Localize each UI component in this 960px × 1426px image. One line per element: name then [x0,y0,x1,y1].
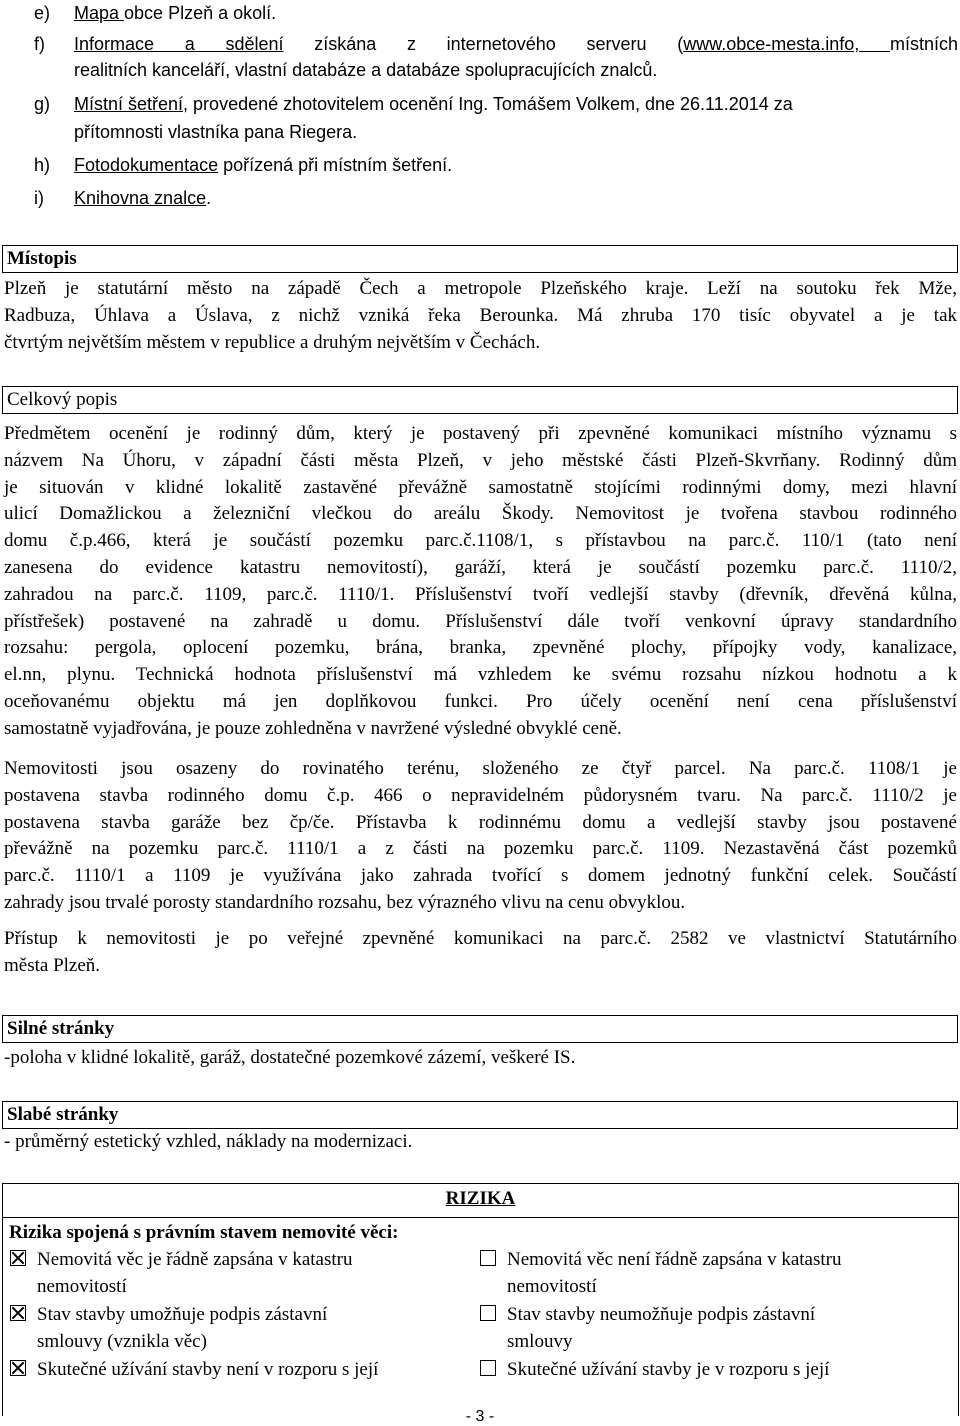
celkovy-popis-paragraph-2: Nemovitosti jsou osazeny do rovinatého terénu, složeného ze čtyř parcel. Na parc.č. 1108/1 je postavena stavba rodinného domu č.p. 466 o nepravidelném půdorysném tvaru. Na parc.č. 1110/2 je postavena stavba garáže bez čp/če. Přístavba k rodinnému domu a vedlejší stavby jsou postavené převážně na pozemku parc.č. 1110/1 a z části na pozemku parc.č. 1109. Nezastavěná část pozemků parc.č. 1110/1 a 1109 je využívána jako zahrada tvořící s domem jednotný funkční celek. Součástí zahrady jsou trvalé porosty standardního rozsahu, bez výrazného vlivu na cenu obvyklou. [4,758,957,913]
checkbox-checked[interactable] [10,1360,26,1376]
rizika-subtitle: Rizika spojená s právním stavem nemovité věci: [9,1222,399,1243]
section-heading-mistopis: Místopis [2,245,958,273]
page-number: - 3 - [465,1408,495,1425]
checkbox-unchecked[interactable] [480,1250,496,1266]
checkbox-unchecked[interactable] [480,1360,496,1376]
source-link[interactable]: Mapa [74,3,125,23]
url-link[interactable]: www.obce-mesta.info, [683,34,890,54]
source-link[interactable]: Informace a sdělení [74,34,284,54]
celkovy-popis-paragraph-1: Předmětem ocenění je rodinný dům, který je postavený při zpevněné komunikaci místního významu s názvem Na Úhoru, v západní části města Plzeň, v jeho městské části Plzeň-Skvrňany. Rodinný dům je situován v klidné lokalitě zastavěné převážně samostatně stojícími rodinnými domy, mezi hlavní ulicí Domažlickou a železniční vlečkou do areálu Škody. Nemovitost je tvořena stavbou rodinného domu č.p.466, která je součástí pozemku parc.č.1108/1, s přístavbou na parc.č. 110/1 (tato není zanesena do evidence katastru nemovitostí), garáží, která je součástí pozemku parc.č. 1110/2, zahradou na parc.č. 1109, parc.č. 1110/1. Příslušenství tvoří vedlejší stavby (dřevník, dřevěná kůlna, přístřešek) postavené na zahradě u domu. Příslušenství dále tvoří venkovní úpravy standardního rozsahu: pergola, oplocení pozemku, brána, branka, zpevněné plochy, přípojky vody, kanalizace, el.nn, plynu. Technická hodnota příslušenství má vzhledem ke svému rozsahu nízkou hodnotu a k oceňovanému objektu má jen doplňkovou funkci. Pro účely ocenění není cena příslušenství samostatně vyjadřována, je pouze zohledněna v navržené výsledné obvyklé ceně. [4,423,957,739]
source-link[interactable]: Fotodokumentace [74,155,219,175]
slabe-stranky-text: - průměrný estetický vzhled, náklady na modernizaci. [4,1131,413,1152]
mistopis-paragraph: Plzeň je statutární město na západě Čech a metropole Plzeňského kraje. Leží na soutoku řek Mže, Radbuza, Úhlava a Úslava, z nichž vzniká řeka Berounka. Má zhruba 170 tisíc obyvatel a je tak čtvrtým největším městem v republice a druhým největším v Čechách. [4,278,957,353]
document-page: e) Mapa obce Plzeň a okolí. f) Informace a sdělení získána z internetového serveru (www.obce-mesta.info, místních realitních kanceláří, vlastní databáze a databáze spolupracujících znalců. g) Místní šetření, provedené zhotovitelem ocenění Ing. Tomášem Volkem, dne 26.11.2014 za přítomnosti vlastníka pana Riegera. h) Fotodokumentace pořízená při místním šetření. i) Knihovna znalce. Místopis Plzeň je statutární město na západě Čech a metropole Plzeňského kraje. Leží na soutoku řek Mže, Radbuza, Úhlava a Úslava, z nichž vzniká řeka Berounka. Má zhruba 170 tisíc obyvatel a je tak čtvrtým největším městem v republice a druhým největším v Čechách. Celkový popis Předmětem ocenění je rodinný dům, který je postavený při zpevněné komunikaci místního významu s názvem Na Úhoru, v západní části města Plzeň, v jeho městské části Plzeň-Skvrňany. Rodinný dům je situován v klidné lokalitě zastavěné převážně samostatně stojícími rodinnými domy, mezi hlavní ulicí Domažlickou a železniční vlečkou do areálu Škody. Nemovitost je tvořena stavbou rodinného domu č.p.466, která je součástí pozemku parc.č.1108/1, s přístavbou na parc.č. 110/1 (tato není zanesena do evidence katastru nemovitostí), garáží, která je součástí pozemku parc.č. 1110/2, zahradou na parc.č. 1109, parc.č. 1110/1. Příslušenství tvoří vedlejší stavby (dřevník, dřevěná kůlna, přístřešek) postavené na zahradě u domu. Příslušenství dále tvoří venkovní úpravy standardního rozsahu: pergola, oplocení pozemku, brána, branka, zpevněné plochy, přípojky vody, kanalizace, el.nn, plynu. Technická hodnota příslušenství má vzhledem ke svému rozsahu nízkou hodnotu a k oceňovanému objektu má jen doplňkovou funkci. Pro účely ocenění není cena příslušenství samostatně vyjadřována, je pouze zohledněna v navržené výsledné obvyklé ceně. Nemovitosti jsou osazeny do rovinatého terénu, složeného ze čtyř parcel. Na parc.č. 1108/1 je postavena stavba rodinného domu č.p. 466 o nepravidelném půdorysném tvaru. Na parc.č. 1110/2 je postavena stavba garáže bez čp/če. Přístavba k rodinnému domu a vedlejší stavby jsou postavené převážně na pozemku parc.č. 1110/1 a z části na pozemku parc.č. 1109. Nezastavěná část pozemků parc.č. 1110/1 a 1109 je využívána jako zahrada tvořící s domem jednotný funkční celek. Součástí zahrady jsou trvalé porosty standardního rozsahu, bez výrazného vlivu na cenu obvyklou. Přístup k nemovitosti je po veřejné zpevněné komunikaci na parc.č. 2582 ve vlastnictví Statutárního města Plzeň. Silné stránky -poloha v klidné lokalitě, garáž, dostatečné pozemkové zázemí, veškeré IS. Slabé stránky - průměrný estetický vzhled, náklady na modernizaci. RIZIKA Rizika spojená s právním stavem nemovité věci: Nemovitá věc je řádně zapsána v katastru nemovitostí Nemovitá věc není řádně zapsána v katastru nemovitostí Stav stavby umožňuje podpis zástavní smlouvy (vznikla věc) Stav stavby neumožňuje podpis zástavní smlouvy Skutečné užívání stavby není v rozporu s její Skutečné užívání stavby je v rozporu s její - 3 - [0,0,960,1425]
source-link[interactable]: Knihovna znalce [74,188,207,208]
source-link[interactable]: Místní šetření, [74,94,189,114]
divider [3,1217,958,1218]
checkbox-checked[interactable] [10,1250,26,1266]
section-heading-celkovy-popis: Celkový popis [2,386,958,414]
celkovy-popis-paragraph-3: Přístup k nemovitosti je po veřejné zpevněné komunikaci na parc.č. 2582 ve vlastnictví Statutárního města Plzeň. [4,928,957,976]
section-heading-silne-stranky: Silné stránky [2,1015,958,1043]
section-heading-slabe-stranky: Slabé stránky [2,1101,958,1129]
checkbox-unchecked[interactable] [480,1305,496,1321]
rizika-box: RIZIKA Rizika spojená s právním stavem nemovité věci: Nemovitá věc je řádně zapsána v katastru nemovitostí Nemovitá věc není řádně zapsána v katastru nemovitostí Stav stavby umožňuje podpis zástavní smlouvy (vznikla věc) Stav stavby neumožňuje podpis zástavní smlouvy Skutečné užívání stavby není v rozporu s její Skutečné užívání stavby je v rozporu s její [2,1183,959,1416]
rizika-title: RIZIKA [445,1188,516,1209]
silne-stranky-text: -poloha v klidné lokalitě, garáž, dostatečné pozemkové zázemí, veškeré IS. [4,1047,576,1068]
checkbox-checked[interactable] [10,1305,26,1321]
